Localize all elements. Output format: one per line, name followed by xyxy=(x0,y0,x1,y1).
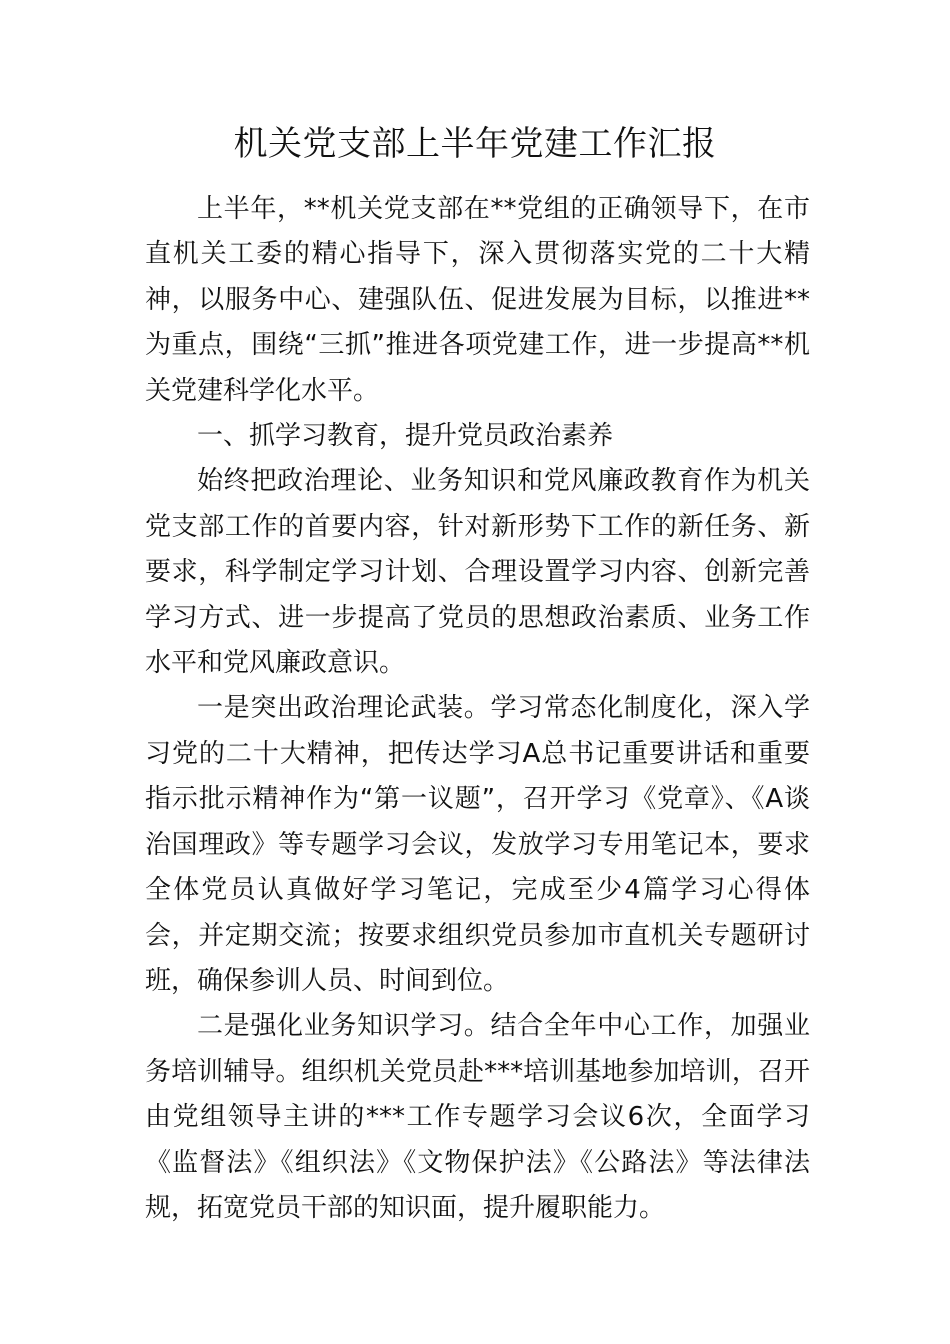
document-title: 机关党支部上半年党建工作汇报 xyxy=(233,124,717,164)
intro-paragraph: 上半年，**机关党支部在**党组的正确领导下，在市直机关工委的精心指导下，深入贯彻落实党的二十大精神，以服务中心、建强队伍、促进发展为目标，以推进**为重点，围绕“三抓”推进各项党建工作，进一步提高**机关党建科学化水平。 xyxy=(145,194,810,406)
section-heading-1: 一、抓学习教育，提升党员政治素养 xyxy=(197,421,614,452)
section-1-paragraph: 始终把政治理论、业务知识和党风廉政教育作为机关党支部工作的首要内容，针对新形势下工作的新任务、新要求，科学制定学习计划、合理设置学习内容、创新完善学习方式、进一步提高了党员的思想政治素质、业务工作水平和党风廉政意识。 xyxy=(145,466,810,679)
document-body xyxy=(145,187,810,1231)
point-2-paragraph: 二是强化业务知识学习。结合全年中心工作，加强业务培训辅导。组织机关党员赴***培训基地参加培训，召开由党组领导主讲的***工作专题学习会议6次，全面学习《监督法》《组织法》《文物保护法》《公路法》等法律法规，拓宽党员干部的知识面，提升履职能力。 xyxy=(145,1011,810,1223)
point-1-paragraph: 一是突出政治理论武装。学习常态化制度化，深入学习党的二十大精神，把传达学习A总书记重要讲话和重要指示批示精神作为“第一议题”，召开学习《党章》、《A谈治国理政》等专题学习会议，发放学习专用笔记本，要求全体党员认真做好学习笔记，完成至少4篇学习心得体会，并定期交流；按要求组织党员参加市直机关专题研讨班，确保参训人员、时间到位。 xyxy=(145,693,810,996)
